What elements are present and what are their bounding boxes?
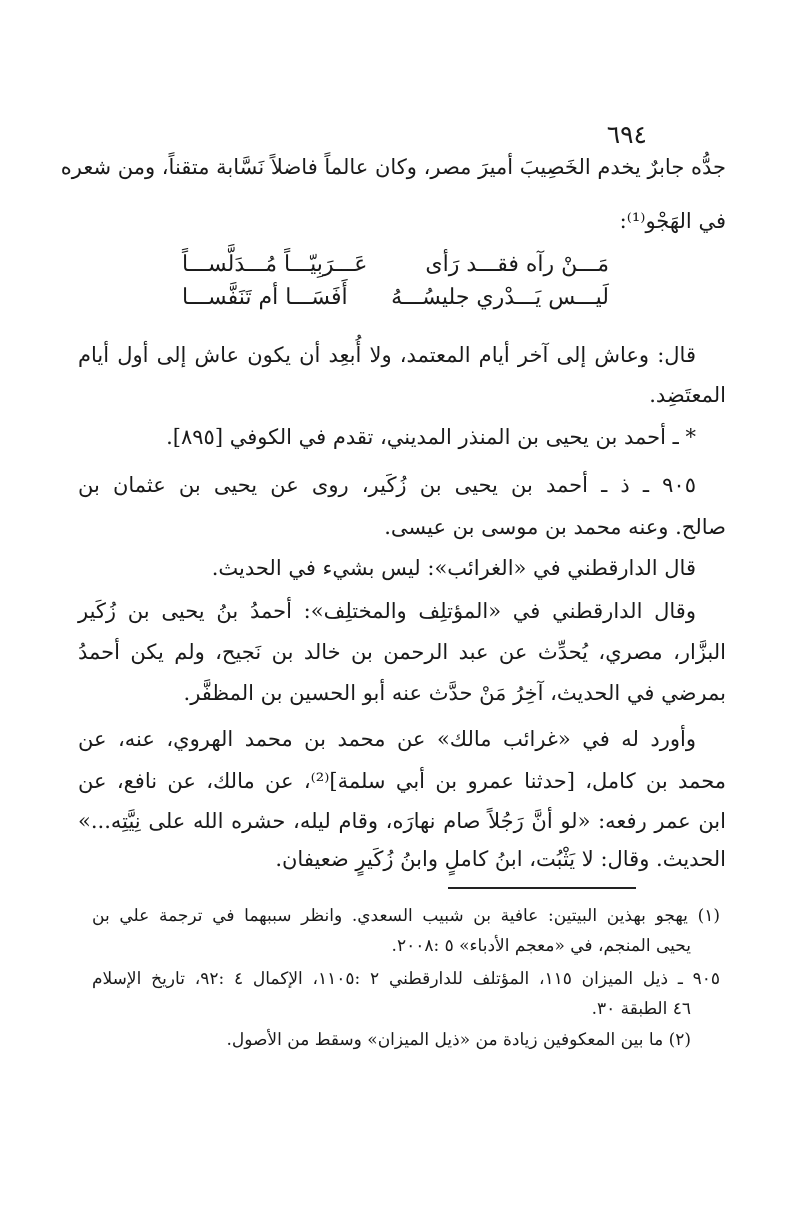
text-line-10: البزَّار، مصري، يُحدِّث عن عبد الرحمن بن خالد بن نَجيح، ولم يكن أحمدُ — [78, 640, 726, 664]
verse-1-second-hemistich: عَـــرَبِيّـــاً مُـــدَلَّســـاً — [182, 252, 368, 277]
verse-2-first-hemistich: لَيـــس يَـــدْري جليسُـــهُ — [391, 285, 609, 310]
cross-reference-entry: * ـ أحمد بن يحيى بن المنذر المديني، تقدم في الكوفي [٨٩٥]. — [166, 425, 696, 449]
text-line-13: محمد بن كامل، [حدثنا عمرو بن أبي سلمة]⁽²⁾، عن مالك، عن نافع، عن — [78, 769, 726, 793]
entry-905-heading: ٩٠٥ ـ ذ ـ أحمد بن يحيى بن زُكَير، روى عن يحيى بن عثمان بن — [78, 473, 696, 497]
footnote-905-line-2: ٤٦ الطبقة ٣٠. — [591, 999, 691, 1019]
page-number: ٦٩٤ — [606, 120, 647, 149]
text-line-14: ابن عمر رفعه: «لو أنَّ رَجُلاً صام نهارَه، وقام ليله، حشره الله على نِيَّتِه...» — [78, 809, 726, 833]
text-line-15: الحديث. وقال: لا يَثْبُت، ابنُ كاملٍ وابنُ زُكَيرٍ ضعيفان. — [275, 847, 726, 871]
footnote-2: (٢) ما بين المعكوفين زيادة من «ذيل الميزان» وسقط من الأصول. — [226, 1030, 691, 1050]
text-line-8: قال الدارقطني في «الغرائب»: ليس بشيء في الحديث. — [211, 556, 696, 580]
text-line-3: قال: وعاش إلى آخر أيام المعتمد، ولا أُبعِد أن يكون عاش إلى أول أيام — [78, 343, 696, 367]
footnote-1-line-1: (١) يهجو بهذين البيتين: عافية بن شبيب السعدي. وانظر سببهما في ترجمة علي بن — [92, 906, 720, 926]
text-line-2: في الهَجْو⁽¹⁾: — [619, 209, 726, 233]
text-line-12: وأورد له في «غرائب مالك» عن محمد بن محمد الهروي، عنه، عن — [78, 727, 696, 751]
text-line-9: وقال الدارقطني في «المؤتلِف والمختلِف»: أحمدُ بنُ يحيى بن زُكَير — [78, 599, 696, 623]
footnote-separator — [448, 887, 636, 889]
footnote-1-line-2: يحيى المنجم، في «معجم الأدباء» ٥ :٢٠٠٨. — [391, 936, 691, 956]
text-line-7: صالح. وعنه محمد بن موسى بن عيسى. — [384, 515, 726, 539]
verse-1-first-hemistich: مَـــنْ رآه فقـــد رَأى — [425, 252, 609, 277]
text-line-4: المعتَضِد. — [649, 383, 726, 407]
text-line-1: جدُّه جابرٌ يخدم الخَصِيبَ أميرَ مصر، وكان عالماً فاضلاً نَسَّابة متقناً، ومن شعره — [60, 155, 726, 179]
text-line-11: بمرضي في الحديث، آخِرُ مَنْ حدَّث عنه أبو الحسين بن المظفَّر. — [183, 681, 726, 705]
verse-2-second-hemistich: أَفَسَـــا أم تَنَفَّســـا — [182, 285, 348, 310]
footnote-905-line-1: ٩٠٥ ـ ذيل الميزان ١١٥، المؤتلف للدارقطني ٢ :١١٠٥، الإكمال ٤ :٩٢، تاريخ الإسلام — [92, 969, 720, 989]
